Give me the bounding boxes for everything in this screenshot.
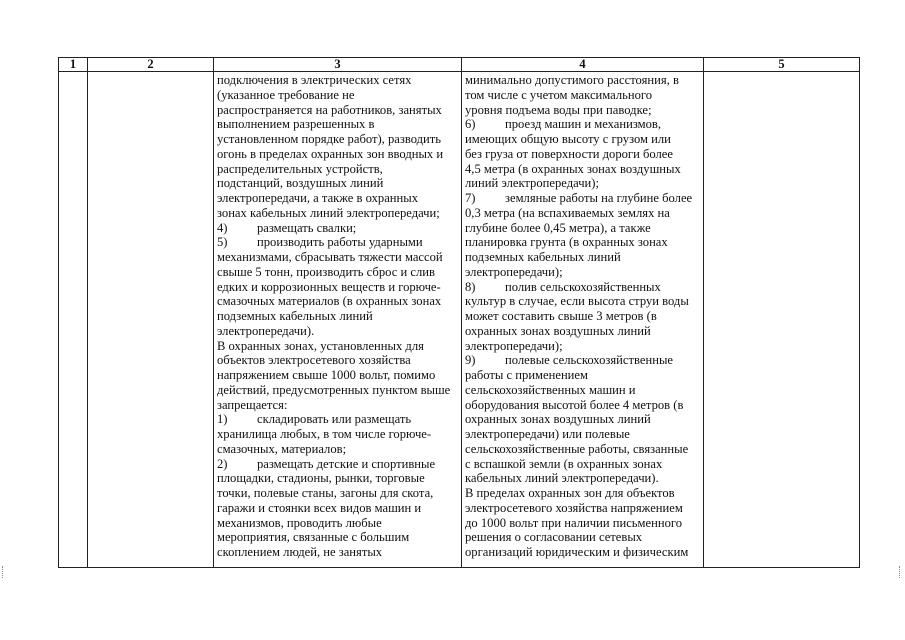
item-number: 8) [465,279,476,294]
text-line: минимально допустимого расстояния, в [465,73,679,87]
column-3-text [214,72,461,567]
text-line: подземных кабельных линий [217,309,373,323]
text-line: до 1000 вольт при наличии письменного [465,515,683,530]
text-line: подстанций, воздушных линий [217,176,384,191]
table-row [59,72,860,568]
scan-edge-mark-right [899,566,903,578]
header-row [59,58,860,72]
item-text: размещать детские и спортивные [257,456,436,471]
text-line: запрещается: [217,397,288,412]
text-line: электропередачи). [217,323,315,338]
item-text: проезд машин и механизмов, [505,117,661,132]
item-text: складировать или размещать [257,412,412,427]
text-line: культур в случае, если высота струи воды [465,294,689,309]
regulation-table [58,57,860,568]
document-table-container [58,57,859,566]
cell-col-2 [88,72,214,568]
text-line [217,412,458,427]
scan-edge-mark-left [2,566,6,578]
text-line: выполнением разрешенных в [217,117,375,132]
item-number: 2) [217,456,228,471]
text-line: свыше 5 тонн, производить сброс и слив [217,264,435,279]
item-text: производить работы ударными [257,235,423,250]
text-line: подключения в электрических сетях [217,73,412,87]
text-line: оборудования высотой более 4 метров (в [465,397,684,412]
text-line: подземных кабельных линий [465,250,621,264]
text-line: электросетевого хозяйства напряжением [465,500,683,515]
text-line: распределительных устройств, [217,161,383,176]
text-line [217,235,458,250]
text-line: кабельных линий электропередачи). [465,471,659,486]
text-line: с вспашкой земли (в охранных зонах [465,456,663,471]
column-header-2: 2 [88,58,214,72]
text-line: механизмов, проводить любые [217,515,382,530]
item-text: земляные работы на глубине более [505,191,693,205]
text-line: действий, предусмотренных пунктом выше [217,382,451,397]
column-header-4: 4 [462,58,704,72]
text-line: электропередачи); [465,264,563,279]
text-line: работы с применением [465,368,588,382]
item-number: 7) [465,191,476,205]
text-line: может составить свыше 3 метров (в [465,309,657,323]
text-line: электропередачи, а также в охранных [217,191,419,205]
column-4-text [462,72,703,567]
text-line: (указанное требование не [217,87,355,102]
text-line: огонь в пределах охранных зон вводных и [217,146,444,161]
item-number: 1) [217,412,228,427]
item-text: полевые сельскохозяйственные [505,353,674,368]
item-text: полив сельскохозяйственных [505,279,661,294]
cell-col-3 [214,72,462,568]
text-line: без груза от поверхности дороги более [465,146,673,161]
text-line [465,280,700,295]
cell-col-4 [462,72,704,568]
text-line: площадки, стадионы, рынки, торговые [217,471,425,486]
text-line: решения о согласовании сетевых [465,530,643,545]
text-line: напряжением свыше 1000 вольт, помимо [217,368,436,382]
text-line: объектов электросетевого хозяйства [217,353,411,368]
column-header-1: 1 [59,58,88,72]
text-line: 4,5 метра (в охранных зонах воздушных [465,161,681,176]
text-line: В охранных зонах, установленных для [217,338,424,353]
text-line: организаций юридическим и физическим [465,545,689,559]
text-line: распространяется на работников, занятых [217,102,442,117]
text-line: хранилища любых, в том числе горюче- [217,427,432,441]
item-number: 6) [465,117,476,132]
text-line: установленном порядке работ), разводить [217,132,442,146]
text-line: сельскохозяйственных машин и [465,382,636,397]
cell-col-1 [59,72,88,568]
text-line [217,221,458,236]
item-number: 5) [217,235,228,250]
text-line: гаражи и стоянки всех видов машин и [217,500,422,515]
text-line: линий электропередачи); [465,176,599,191]
text-line: электропередачи) или полевые [465,427,630,441]
text-line: мероприятия, связанные с большим [217,530,410,545]
text-line: В пределах охранных зон для объектов [465,486,675,500]
item-number: 4) [217,220,228,235]
text-line: зонах кабельных линий электропередачи; [217,205,440,220]
text-line: электропередачи); [465,338,563,353]
column-header-5: 5 [704,58,860,72]
cell-col-5 [704,72,860,568]
text-line: смазочных материалов (в охранных зонах [217,294,442,309]
text-line [465,353,700,368]
text-line: смазочных, материалов; [217,441,347,456]
text-line: уровня подъема воды при паводке; [465,102,652,117]
item-number: 9) [465,353,476,368]
text-line: механизмами, сбрасывать тяжести массой [217,250,443,264]
text-line: скоплением людей, не занятых [217,545,383,559]
text-line [465,117,700,132]
text-line: планировка грунта (в охранных зонах [465,235,668,250]
text-line: том числе с учетом максимального [465,87,653,102]
text-line: 0,3 метра (на вспахиваемых землях на [465,205,670,220]
column-header-3: 3 [214,58,462,72]
text-line [465,191,700,206]
item-text: размещать свалки; [257,220,357,235]
text-line: точки, полевые станы, загоны для скота, [217,486,434,500]
text-line: глубине более 0,45 метра), а также [465,220,651,235]
text-line: сельскохозяйственные работы, связанные [465,441,689,456]
text-line [217,457,458,472]
text-line: охранных зонах воздушных линий [465,323,651,338]
text-line: имеющих общую высоту с грузом или [465,132,671,146]
text-line: едких и коррозионных веществ и горюче- [217,279,441,294]
text-line: охранных зонах воздушных линий [465,412,651,427]
